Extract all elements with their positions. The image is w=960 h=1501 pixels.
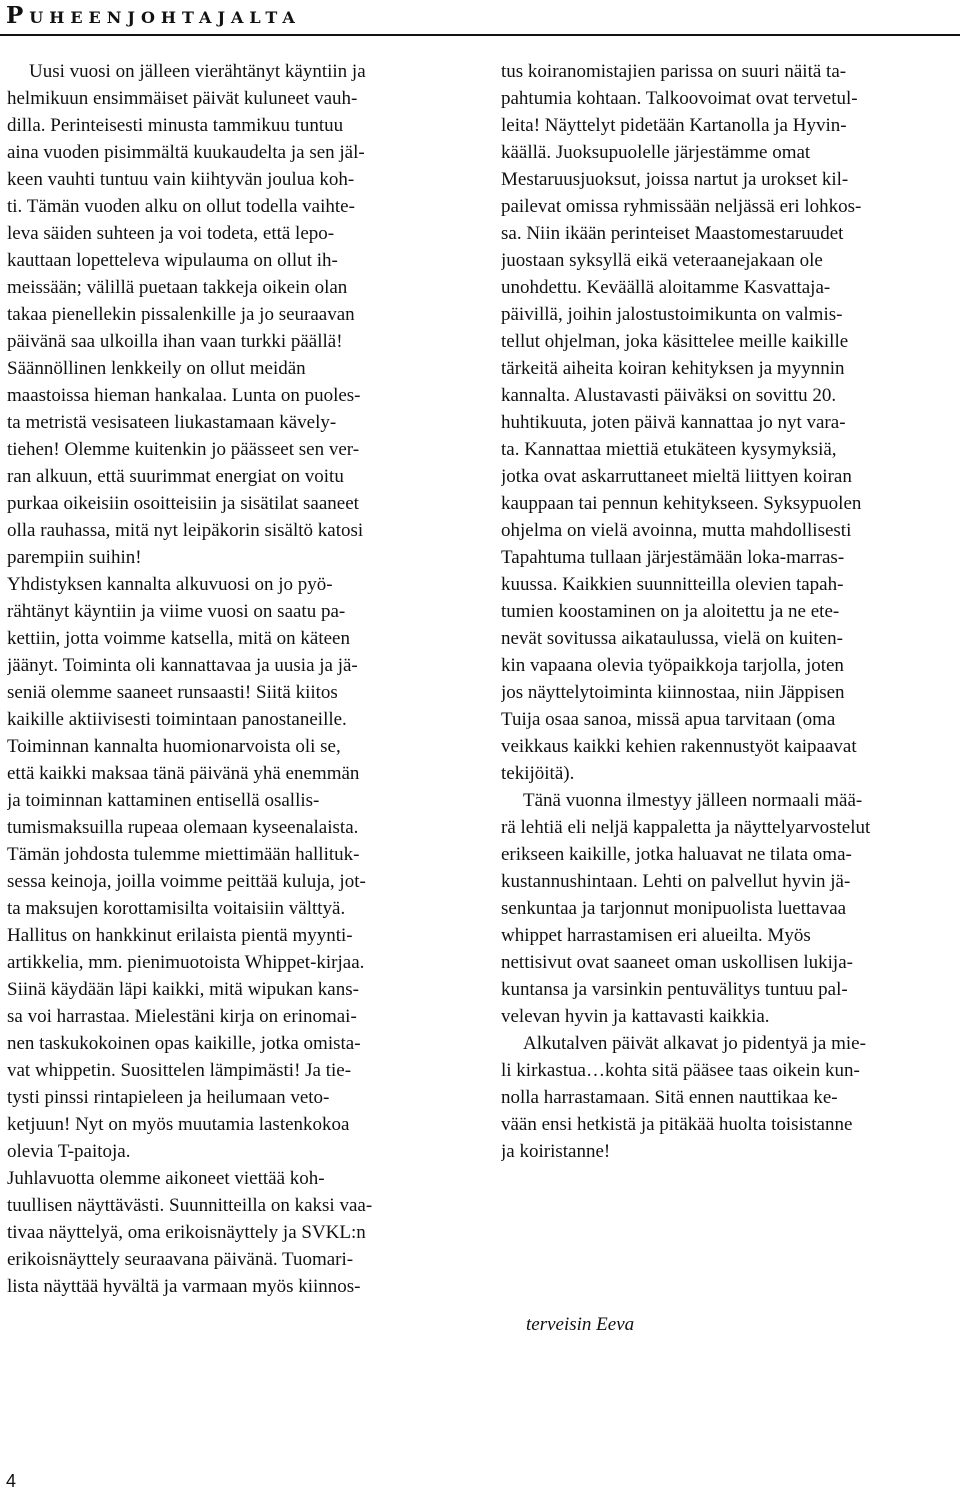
text-line: jäänyt. Toiminta oli kannattavaa ja uusia ja jä-	[7, 655, 358, 676]
signature: terveisin Eeva	[526, 1314, 635, 1335]
text-line: sa. Niin ikään perinteiset Maastomestaruudet	[501, 223, 844, 244]
text-line: tekijöitä).	[501, 763, 575, 784]
text-line: li kirkastua…kohta sitä pääsee taas oikein kun-	[501, 1060, 860, 1081]
text-line: nen taskukokoinen opas kaikille, jotka omista-	[7, 1033, 361, 1054]
text-line: nettisivut ovat saaneet oman uskollisen lukija-	[501, 952, 853, 973]
text-line: pailevat omissa ryhmissään neljässä eri lohkos-	[501, 196, 862, 217]
text-line: takaa pienellekin pissalenkille ja jo seuraavan	[7, 304, 355, 325]
text-line: velevan hyvin ja kattavasti kaikkia.	[501, 1006, 770, 1027]
text-line: parempiin suihin!	[7, 547, 142, 568]
right-column	[501, 58, 959, 1165]
text-line: tysti pinssi rintapieleen ja heilumaan veto-	[7, 1087, 330, 1108]
text-line: pahtumia kohtaan. Talkoovoimat ovat tervetul-	[501, 88, 858, 109]
text-line: olla rauhassa, mitä nyt leipäkorin sisältö katosi	[7, 520, 364, 541]
text-line: Tänä vuonna ilmestyy jälleen normaali mää-	[523, 790, 863, 811]
text-line: tus koiranomistajien parissa on suuri näitä ta-	[501, 61, 847, 82]
text-line: Tämän johdosta tulemme miettimään hallituk-	[7, 844, 360, 865]
text-line: huhtikuuta, joten päivä kannattaa jo nyt vara-	[501, 412, 846, 433]
text-line: Siinä käydään läpi kaikki, mitä wipukan kans-	[7, 979, 359, 1000]
text-line: sessa keinoja, joilla voimme peittää kuluja, jot-	[7, 871, 366, 892]
text-line: Hallitus on hankkinut erilaista pientä myynti-	[7, 925, 353, 946]
text-line: tumismaksuilla rupeaa olemaan kyseenalaista.	[7, 817, 359, 838]
text-line: olevia T-paitoja.	[7, 1141, 131, 1162]
text-line: käällä. Juoksupuolelle järjestämme omat	[501, 142, 811, 163]
text-line: Alkutalven päivät alkavat jo pidentyä ja mie-	[523, 1033, 866, 1054]
text-line: juostaan syksyllä eikä veteraanejakaan ole	[501, 250, 823, 271]
text-line: Toiminnan kannalta huomionarvoista oli se,	[7, 736, 341, 757]
text-line: ja koiristanne!	[501, 1141, 611, 1162]
text-line: leita! Näyttelyt pidetään Kartanolla ja Hyvin-	[501, 115, 847, 136]
text-line: purkaa oikeisiin osoitteisiin ja sisätilat saaneet	[7, 493, 359, 514]
text-line: kauttaan lopetteleva wipulauma on ollut ih-	[7, 250, 338, 271]
text-line: tumien koostaminen on ja aloitettu ja ne ete-	[501, 601, 840, 622]
text-line: tivaa näyttelyä, oma erikoisnäyttely ja SVKL:n	[7, 1222, 366, 1243]
text-line: artikkelia, mm. pienimuotoista Whippet-kirjaa.	[7, 952, 365, 973]
text-line: kuussa. Kaikkien suunnitteilla olevien tapah-	[501, 574, 844, 595]
text-line: leva säiden suhteen ja voi todeta, että lepo-	[7, 223, 335, 244]
text-line: maastoissa hieman hankalaa. Lunta on puoles-	[7, 385, 361, 406]
text-line: ran alkuun, että suurimmat energiat on voitu	[7, 466, 344, 487]
text-line: tellut ohjelman, joka käsittelee meille kaikille	[501, 331, 849, 352]
text-line: päivänä saa ulkoilla ihan vaan turkki päällä!	[7, 331, 343, 352]
text-line: kauppaan tai pennun kehitykseen. Syksypuolen	[501, 493, 862, 514]
page-header	[0, 0, 960, 36]
text-line: päivillä, joihin jalostustoimikunta on valmis-	[501, 304, 843, 325]
text-line: ta. Kannattaa miettiä etukäteen kysymyksiä,	[501, 439, 837, 460]
text-line: aina vuoden pisimmältä kuukaudelta ja sen jäl-	[7, 142, 365, 163]
text-line: jos näyttelytoiminta kiinnostaa, niin Jäppisen	[501, 682, 845, 703]
page-title: Puheenjohtajalta	[6, 2, 301, 29]
text-line: meissään; välillä puetaan takkeja oikein olan	[7, 277, 348, 298]
text-line: että kaikki maksaa tänä päivänä yhä enemmän	[7, 763, 360, 784]
text-line: tiehen! Olemme kuitenkin jo päässeet sen ver-	[7, 439, 360, 460]
text-line: Juhlavuotta olemme aikoneet viettää koh-	[7, 1168, 325, 1189]
text-line: unohdettu. Keväällä aloitamme Kasvattaja-	[501, 277, 831, 298]
text-line: ohjelma on vielä avoinna, mutta mahdollisesti	[501, 520, 852, 541]
text-line: vään ensi hetkistä ja pitäkää huolta toisistanne	[501, 1114, 853, 1135]
text-line: senkuntaa ja tarjonnut monipuolista luettavaa	[501, 898, 847, 919]
text-line: ta maksujen korottamisilta voitaisiin välttyä.	[7, 898, 346, 919]
text-line: tärkeitä aiheita koiran kehityksen ja myynnin	[501, 358, 845, 379]
text-line: Säännöllinen lenkkeily on ollut meidän	[7, 358, 306, 379]
text-line: erikseen kaikille, jotka haluavat ne tilata oma-	[501, 844, 852, 865]
text-line: nevät sovitussa aikataulussa, vielä on kuiten-	[501, 628, 843, 649]
text-line: Tuija osaa sanoa, missä apua tarvitaan (oma	[501, 709, 836, 730]
text-line: kaikille aktiivisesti toimintaan panostaneille.	[7, 709, 347, 730]
text-line: kettiin, jotta voimme katsella, mitä on käteen	[7, 628, 350, 649]
text-line: kin vapaana olevia työpaikkoja tarjolla, joten	[501, 655, 844, 676]
text-line: Tapahtuma tullaan järjestämään loka-marras-	[501, 547, 845, 568]
text-line: lista näyttää hyvältä ja varmaan myös kiinnos-	[7, 1276, 361, 1297]
text-line: kuntansa ja varsinkin pentuvälitys tuntuu pal-	[501, 979, 848, 1000]
text-line: Uusi vuosi on jälleen vierähtänyt käyntiin ja	[29, 61, 366, 82]
text-line: seniä olemme saaneet runsaasti! Siitä kiitos	[7, 682, 338, 703]
text-line: kannalta. Alustavasti päiväksi on sovittu 20.	[501, 385, 837, 406]
text-line: Yhdistyksen kannalta alkuvuosi on jo pyö-	[7, 574, 333, 595]
text-line: ja toiminnan kattaminen entisellä osallis-	[7, 790, 320, 811]
text-line: rä lehtiä eli neljä kappaletta ja näyttelyarvostelut	[501, 817, 871, 838]
text-line: rähtänyt käyntiin ja viime vuosi on saatu pa-	[7, 601, 346, 622]
text-line: sa voi harrastaa. Mielestäni kirja on erinomai-	[7, 1006, 357, 1027]
text-line: tuullisen näyttävästi. Suunnitteilla on kaksi vaa-	[7, 1195, 373, 1216]
text-line: whippet harrastamisen eri alueilta. Myös	[501, 925, 811, 946]
text-line: kustannushintaan. Lehti on palvellut hyvin jä-	[501, 871, 851, 892]
text-line: helmikuun ensimmäiset päivät kuluneet vauh-	[7, 88, 358, 109]
text-line: nolla harrastamaan. Sitä ennen nauttikaa ke-	[501, 1087, 838, 1108]
text-line: ketjuun! Nyt on myös muutamia lastenkokoa	[7, 1114, 350, 1135]
left-column	[7, 58, 462, 1300]
text-line: ta metristä vesisateen liukastamaan kävely-	[7, 412, 337, 433]
text-line: veikkaus kaikki kehien rakennustyöt kaipaavat	[501, 736, 857, 757]
text-line: vat whippetin. Suosittelen lämpimästi! Ja tie-	[7, 1060, 352, 1081]
text-line: erikoisnäyttely seuraavana päivänä. Tuomari-	[7, 1249, 354, 1270]
text-line: Mestaruusjuoksut, joissa nartut ja urokset kil-	[501, 169, 849, 190]
text-line: jotka ovat askarruttaneet mieltä liittyen koiran	[501, 466, 852, 487]
text-line: dilla. Perinteisesti minusta tammikuu tuntuu	[7, 115, 344, 136]
text-line: keen vauhti tuntuu vain kiihtyvän joulua koh-	[7, 169, 355, 190]
page-number: 4	[6, 1471, 17, 1491]
text-line: ti. Tämän vuoden alku on ollut todella vaihte-	[7, 196, 355, 217]
